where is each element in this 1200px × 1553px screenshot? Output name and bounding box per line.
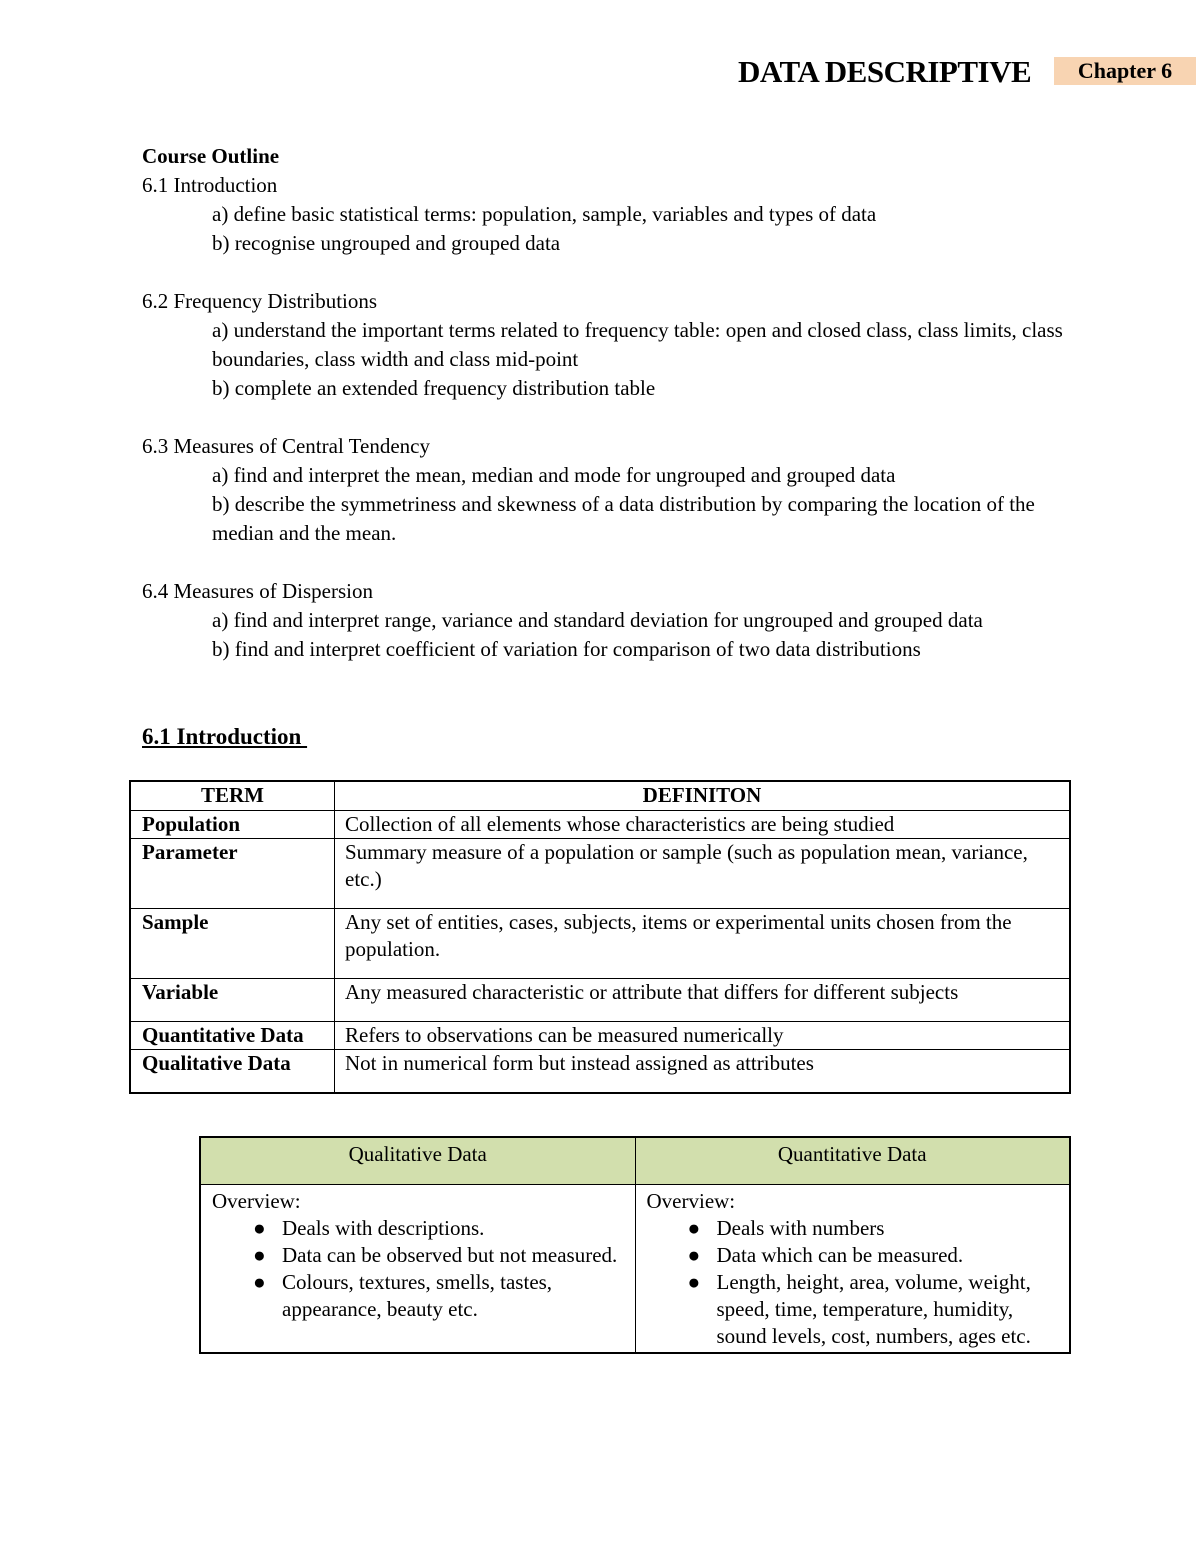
definition-cell: Collection of all elements whose characteristics are being studied bbox=[335, 811, 1071, 839]
column-header-quantitative: Quantitative Data bbox=[635, 1137, 1070, 1185]
list-item bbox=[687, 1242, 1062, 1269]
term-cell: Qualitative Data bbox=[130, 1050, 335, 1093]
outline-section-heading: 6.3 Measures of Central Tendency bbox=[142, 434, 430, 458]
bullet-icon: ● bbox=[687, 1243, 701, 1267]
outline-item: b) complete an extended frequency distribution table bbox=[212, 376, 656, 400]
bullet-icon: ● bbox=[253, 1216, 266, 1240]
definition-cell: Refers to observations can be measured numerically bbox=[335, 1022, 1071, 1050]
list-item-text: Colours, textures, smells, tastes, appearance, beauty etc. bbox=[282, 1270, 553, 1321]
outline-item: a) understand the important terms related to frequency table: open and closed class, class limits, class boundaries, class width and class mid-point bbox=[212, 318, 1063, 371]
outline-item: b) recognise ungrouped and grouped data bbox=[212, 231, 561, 255]
list-item bbox=[687, 1269, 1062, 1350]
list-item-text: Data can be observed but not measured. bbox=[282, 1243, 618, 1267]
table-header-row bbox=[130, 781, 1070, 811]
qualitative-quantitative-comparison-table bbox=[199, 1136, 1071, 1354]
table-row bbox=[130, 909, 1070, 979]
bullet-list bbox=[647, 1215, 1062, 1350]
table-row bbox=[130, 1050, 1070, 1093]
list-item bbox=[253, 1269, 627, 1323]
table-header-row bbox=[200, 1137, 1070, 1185]
course-outline-title: Course Outline bbox=[142, 144, 280, 168]
definition-cell: Not in numerical form but instead assigned as attributes bbox=[335, 1050, 1071, 1093]
term-cell: Variable bbox=[130, 979, 335, 1022]
outline-item: b) describe the symmetriness and skewness of a data distribution by comparing the location of the median and the mean. bbox=[212, 492, 1035, 545]
outline-item: a) define basic statistical terms: population, sample, variables and types of data bbox=[212, 202, 877, 226]
list-item-text: Deals with descriptions. bbox=[282, 1216, 485, 1240]
definition-cell: Any measured characteristic or attribute that differs for different subjects bbox=[335, 979, 1071, 1022]
list-item bbox=[253, 1215, 627, 1242]
table-row bbox=[130, 811, 1070, 839]
quantitative-overview-cell bbox=[635, 1185, 1070, 1354]
bullet-icon: ● bbox=[687, 1216, 701, 1240]
column-header-term: TERM bbox=[130, 781, 335, 811]
outline-section-heading: 6.1 Introduction bbox=[142, 173, 278, 197]
outline-section bbox=[142, 287, 1072, 403]
definition-cell: Any set of entities, cases, subjects, items or experimental units chosen from the population. bbox=[335, 909, 1071, 979]
overview-label: Overview: bbox=[646, 1189, 736, 1213]
list-item-text: Data which can be measured. bbox=[716, 1243, 964, 1267]
bullet-icon: ● bbox=[687, 1270, 701, 1294]
section-heading-introduction: 6.1 Introduction bbox=[142, 724, 308, 749]
table-row bbox=[130, 979, 1070, 1022]
bullet-icon: ● bbox=[253, 1270, 266, 1294]
table-row bbox=[130, 1022, 1070, 1050]
bullet-list bbox=[212, 1215, 627, 1323]
chapter-badge: Chapter 6 bbox=[1054, 57, 1196, 85]
outline-item: b) find and interpret coefficient of variation for comparison of two data distributions bbox=[212, 637, 921, 661]
document-title: DATA DESCRIPTIVE bbox=[738, 54, 1032, 89]
outline-item: a) find and interpret the mean, median and mode for ungrouped and grouped data bbox=[212, 463, 896, 487]
term-cell: Population bbox=[130, 811, 335, 839]
list-item bbox=[253, 1242, 627, 1269]
column-header-definition: DEFINITON bbox=[335, 781, 1071, 811]
term-cell: Sample bbox=[130, 909, 335, 979]
overview-label: Overview: bbox=[212, 1189, 301, 1213]
terms-definitions-table bbox=[129, 780, 1071, 1094]
outline-item: a) find and interpret range, variance and standard deviation for ungrouped and grouped data bbox=[212, 608, 983, 632]
bullet-icon: ● bbox=[253, 1243, 266, 1267]
outline-section bbox=[142, 577, 1072, 664]
table-row bbox=[200, 1185, 1070, 1354]
course-outline bbox=[142, 142, 1072, 664]
table-row bbox=[130, 839, 1070, 909]
term-cell: Parameter bbox=[130, 839, 335, 909]
outline-section-heading: 6.2 Frequency Distributions bbox=[142, 289, 378, 313]
outline-section-heading: 6.4 Measures of Dispersion bbox=[142, 579, 373, 603]
term-cell: Quantitative Data bbox=[130, 1022, 335, 1050]
list-item bbox=[687, 1215, 1062, 1242]
list-item-text: Deals with numbers bbox=[716, 1216, 885, 1240]
qualitative-overview-cell bbox=[200, 1185, 635, 1354]
outline-section bbox=[142, 432, 1072, 548]
outline-section bbox=[142, 171, 1072, 258]
definition-cell: Summary measure of a population or sample (such as population mean, variance, etc.) bbox=[335, 839, 1071, 909]
list-item-text: Length, height, area, volume, weight, speed, time, temperature, humidity, sound levels, cost, numbers, ages etc. bbox=[716, 1270, 1031, 1348]
column-header-qualitative: Qualitative Data bbox=[200, 1137, 635, 1185]
